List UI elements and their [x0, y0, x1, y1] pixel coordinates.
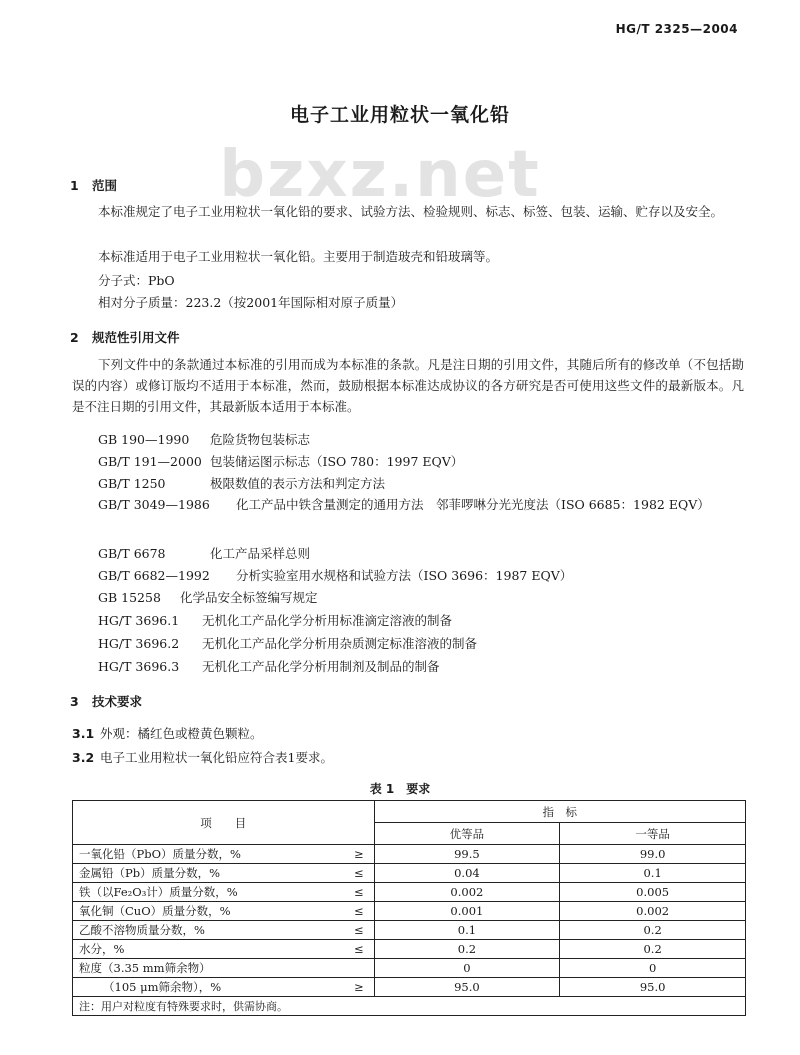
table-caption: 表 1 要求: [369, 782, 431, 796]
row-operator: [344, 959, 374, 978]
reference-item: [98, 611, 452, 629]
row-item: 金属铅（Pb）质量分数，%: [73, 864, 345, 883]
scope-paragraph-2: 本标准适用于电子工业用粒状一氧化铅。主要用于制造玻壳和铅玻璃等。: [98, 249, 499, 264]
requirement-item: [72, 748, 333, 766]
molecular-mass: 相对分子质量：223.2（按2001年国际相对原子质量）: [98, 295, 404, 310]
row-value-first: 95.0: [560, 978, 746, 997]
molecular-formula: 分子式：PbO: [98, 273, 175, 288]
row-operator: ≤: [344, 864, 374, 883]
row-value-first: 0.1: [560, 864, 746, 883]
section-1-heading: [70, 176, 117, 194]
reference-code: GB/T 1250: [98, 476, 166, 491]
row-operator: ≥: [344, 978, 374, 997]
normative-references-intro: 下列文件中的条款通过本标准的引用而成为本标准的条款。凡是注日期的引用文件，其随后所有的修改单（不包括勘误的内容）或修订版均不适用于本标准，然而，鼓励根据本标准达成协议的各方研究是否可使用这些文件的最新版本。凡是不注日期的引用文件，其最新版本适用于本标准。: [72, 357, 744, 414]
reference-title: 包装储运图示标志（ISO 780：1997 EQV）: [210, 454, 464, 469]
reference-title: 化学品安全标签编写规定: [180, 590, 318, 605]
section-title: 范围: [92, 178, 118, 193]
table-row: [73, 883, 746, 902]
row-value-first: 0.2: [560, 921, 746, 940]
table-row: [73, 845, 746, 864]
row-item: 乙酸不溶物质量分数，%: [73, 921, 345, 940]
reference-code: GB/T 6682—1992: [98, 568, 210, 583]
row-item: 水分，%: [73, 940, 345, 959]
watermark: bzxz.net: [219, 138, 541, 212]
reference-code: HG/T 3696.3: [98, 659, 180, 674]
row-operator: ≥: [344, 845, 374, 864]
column-header-grade-first: 一等品: [560, 823, 746, 845]
row-value-first: 0.2: [560, 940, 746, 959]
reference-title: 无机化工产品化学分析用杂质测定标准溶液的制备: [202, 636, 478, 651]
column-header-item: 项 目: [73, 801, 375, 845]
row-item: 一氧化铅（PbO）质量分数，%: [73, 845, 345, 864]
reference-title: 化工产品中铁含量测定的通用方法 邻菲啰啉分光光度法（ISO 6685：1982 EQV）: [236, 497, 710, 512]
reference-code: GB 15258: [98, 590, 161, 605]
requirement-text: 外观：橘红色或橙黄色颗粒。: [100, 726, 263, 741]
column-header-index: 指 标: [374, 801, 745, 823]
reference-item: [98, 657, 440, 675]
reference-item: [98, 452, 463, 470]
requirement-number: 3.2: [72, 750, 95, 765]
reference-title: 无机化工产品化学分析用制剂及制品的制备: [202, 659, 440, 674]
reference-code: GB 190—1990: [98, 432, 190, 447]
row-value-superior: 0.1: [374, 921, 560, 940]
column-header-grade-superior: 优等品: [374, 823, 560, 845]
reference-code: GB/T 191—2000: [98, 454, 202, 469]
row-value-superior: 0: [374, 959, 560, 978]
table-row: [73, 940, 746, 959]
reference-title: 化工产品采样总则: [210, 546, 311, 561]
table-row: [73, 921, 746, 940]
row-operator: ≤: [344, 902, 374, 921]
section-title: 技术要求: [92, 694, 143, 709]
reference-title: 无机化工产品化学分析用标准滴定溶液的制备: [202, 613, 453, 628]
section-3-heading: [70, 692, 142, 710]
reference-item: [98, 634, 477, 652]
row-operator: ≤: [344, 940, 374, 959]
standard-code: HG/T 2325—2004: [615, 22, 738, 36]
requirement-text: 电子工业用粒状一氧化铅应符合表1要求。: [100, 750, 333, 765]
row-value-first: 0.002: [560, 902, 746, 921]
row-value-superior: 0.002: [374, 883, 560, 902]
requirement-number: 3.1: [72, 726, 95, 741]
table-row: [73, 864, 746, 883]
row-value-superior: 95.0: [374, 978, 560, 997]
row-operator: ≤: [344, 883, 374, 902]
reference-item: [98, 474, 385, 492]
reference-title: 极限数值的表示方法和判定方法: [210, 476, 386, 491]
row-value-superior: 99.5: [374, 845, 560, 864]
section-title: 规范性引用文件: [92, 330, 180, 345]
section-2-heading: [70, 328, 180, 346]
row-value-first: 0.005: [560, 883, 746, 902]
row-item: 粒度（3.35 mm筛余物）: [73, 959, 345, 978]
row-item: 氧化铜（CuO）质量分数，%: [73, 902, 345, 921]
reference-item: [98, 544, 310, 562]
reference-title: 分析实验室用水规格和试验方法（ISO 3696：1987 EQV）: [236, 568, 573, 583]
scope-paragraph-1: 本标准规定了电子工业用粒状一氧化铅的要求、试验方法、检验规则、标志、标签、包装、运输、贮存以及安全。: [98, 204, 724, 219]
row-item: 铁（以Fe₂O₃计）质量分数，%: [73, 883, 345, 902]
reference-code: HG/T 3696.2: [98, 636, 180, 651]
reference-item: [98, 588, 318, 606]
table-row: [73, 959, 746, 978]
reference-item: [98, 494, 746, 515]
table-note: 注：用户对粒度有特殊要求时，供需协商。: [73, 997, 746, 1016]
section-number: 1: [70, 178, 79, 193]
row-value-superior: 0.001: [374, 902, 560, 921]
requirement-item: [72, 724, 263, 742]
row-item: （105 μm筛余物），%: [73, 978, 345, 997]
section-number: 3: [70, 694, 79, 709]
reference-code: HG/T 3696.1: [98, 613, 180, 628]
reference-item: [98, 566, 572, 584]
row-value-first: 0: [560, 959, 746, 978]
table-note-row: [73, 997, 746, 1016]
reference-item: [98, 430, 310, 448]
row-value-superior: 0.04: [374, 864, 560, 883]
reference-code: GB/T 3049—1986: [98, 497, 210, 512]
row-value-superior: 0.2: [374, 940, 560, 959]
row-operator: ≤: [344, 921, 374, 940]
requirements-table: [72, 800, 746, 1016]
row-value-first: 99.0: [560, 845, 746, 864]
section-number: 2: [70, 330, 79, 345]
table-row: [73, 978, 746, 997]
table-row: [73, 902, 746, 921]
reference-code: GB/T 6678: [98, 546, 166, 561]
document-title: 电子工业用粒状一氧化铅: [289, 104, 510, 126]
reference-title: 危险货物包装标志: [210, 432, 311, 447]
